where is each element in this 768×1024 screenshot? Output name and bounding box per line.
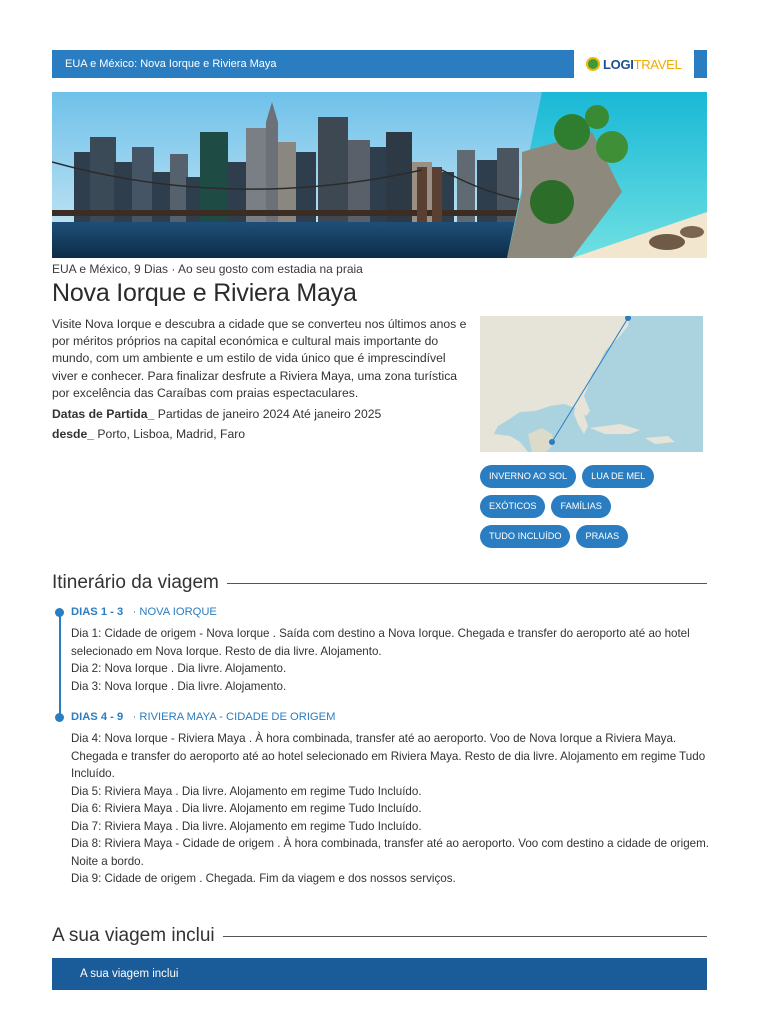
tag-familias[interactable]: FAMÍLIAS	[551, 495, 610, 518]
day-description: Dia 8: Riviera Maya - Cidade de origem . À hora combinada, transfer até ao aeroporto. Voo com destino a cidade de origem. Noite a bordo.	[71, 837, 710, 868]
stage-destination: · NOVA IORQUE	[132, 606, 217, 618]
day-description: Dia 6: Riviera Maya . Dia livre. Alojamento em regime Tudo Incluído.	[71, 802, 422, 815]
departure-dates-label: Datas de Partida_	[52, 407, 155, 421]
stage-days: DIAS 4 - 9	[71, 711, 124, 723]
includes-bar-label: A sua viagem inclui	[80, 968, 179, 980]
includes-heading	[52, 925, 707, 947]
divider	[223, 936, 707, 937]
day-description: Dia 2: Nova Iorque . Dia livre. Alojamento.	[71, 662, 287, 675]
timeline-dot	[55, 608, 64, 617]
itinerary-title: Itinerário da viagem	[52, 572, 219, 593]
itinerary-heading	[52, 572, 707, 594]
includes-bar[interactable]	[52, 958, 707, 990]
stage-heading	[71, 711, 335, 723]
day-description: Dia 9: Cidade de origem . Chegada. Fim da viagem e dos nossos serviços.	[71, 872, 456, 885]
stage-details	[71, 730, 721, 888]
tag-tudo-incluido[interactable]: TUDO INCLUÍDO	[480, 525, 570, 548]
tag-inverno-ao-sol[interactable]: INVERNO AO SOL	[480, 465, 576, 488]
departure-cities	[52, 427, 245, 441]
route-map	[480, 316, 703, 452]
logo-text-part1: LOGI	[603, 56, 634, 72]
trip-description: Visite Nova Iorque e descubra a cidade que se converteu nos últimos anos e por méritos próprios na capital económica e cultural mais importante do mundo, com um ambiente e um estilo de vida único que é imprescindível viver e conhecer. Para finalizar desfrute a Riviera Maya, uma zona turística por excelência das Caraíbas com praias espectaculares.	[52, 317, 467, 400]
day-description: Dia 7: Riviera Maya . Dia livre. Alojamento em regime Tudo Incluído.	[71, 819, 422, 833]
trip-tags	[480, 465, 707, 555]
timeline-line	[59, 612, 61, 716]
tag-exoticos[interactable]: EXÓTICOS	[480, 495, 545, 518]
departure-dates-value: Partidas de janeiro 2024 Até janeiro 2025	[157, 407, 382, 421]
departure-cities-value: Porto, Lisboa, Madrid, Faro	[97, 427, 246, 441]
stage-heading	[71, 606, 217, 618]
timeline-dot	[55, 713, 64, 722]
departure-cities-label: desde_	[52, 427, 95, 441]
day-description: Dia 3: Nova Iorque . Dia livre. Alojamento.	[71, 679, 287, 693]
departure-dates	[52, 407, 381, 421]
stage-details	[71, 625, 721, 695]
tag-praias[interactable]: PRAIAS	[576, 525, 628, 548]
trip-title: Nova Iorque e Riviera Maya	[52, 279, 357, 307]
header-bar	[52, 50, 707, 78]
logo-text-part2: TRAVEL	[633, 56, 682, 72]
header-title: EUA e México: Nova Iorque e Riviera Maya	[65, 58, 277, 70]
stage-destination: · RIVIERA MAYA - CIDADE DE ORIGEM	[132, 711, 336, 723]
day-description: Dia 4: Nova Iorque - Riviera Maya . À hora combinada, transfer até ao aeroporto. Voo de Nova Iorque a Riviera Maya. Chegada e transfer do aeroporto até ao hotel selecionado em Riviera Maya. Resto de dia livre. Alojamento em regime Tudo Incluído.	[71, 732, 706, 780]
hero-image	[52, 92, 707, 258]
logitravel-logo[interactable]	[574, 50, 694, 78]
includes-title: A sua viagem inclui	[52, 925, 215, 946]
tag-lua-de-mel[interactable]: LUA DE MEL	[582, 465, 654, 488]
stage-days: DIAS 1 - 3	[71, 606, 124, 618]
trip-subtitle: EUA e México, 9 Dias · Ao seu gosto com estadia na praia	[52, 262, 363, 276]
logo-globe-icon	[586, 57, 600, 71]
day-description: Dia 5: Riviera Maya . Dia livre. Alojamento em regime Tudo Incluído.	[71, 784, 422, 798]
day-description: Dia 1: Cidade de origem - Nova Iorque . Saída com destino a Nova Iorque. Chegada e transfer do aeroporto até ao hotel selecionado em Nova Iorque. Resto de dia livre. Alojamento.	[71, 627, 690, 658]
divider	[227, 583, 707, 584]
